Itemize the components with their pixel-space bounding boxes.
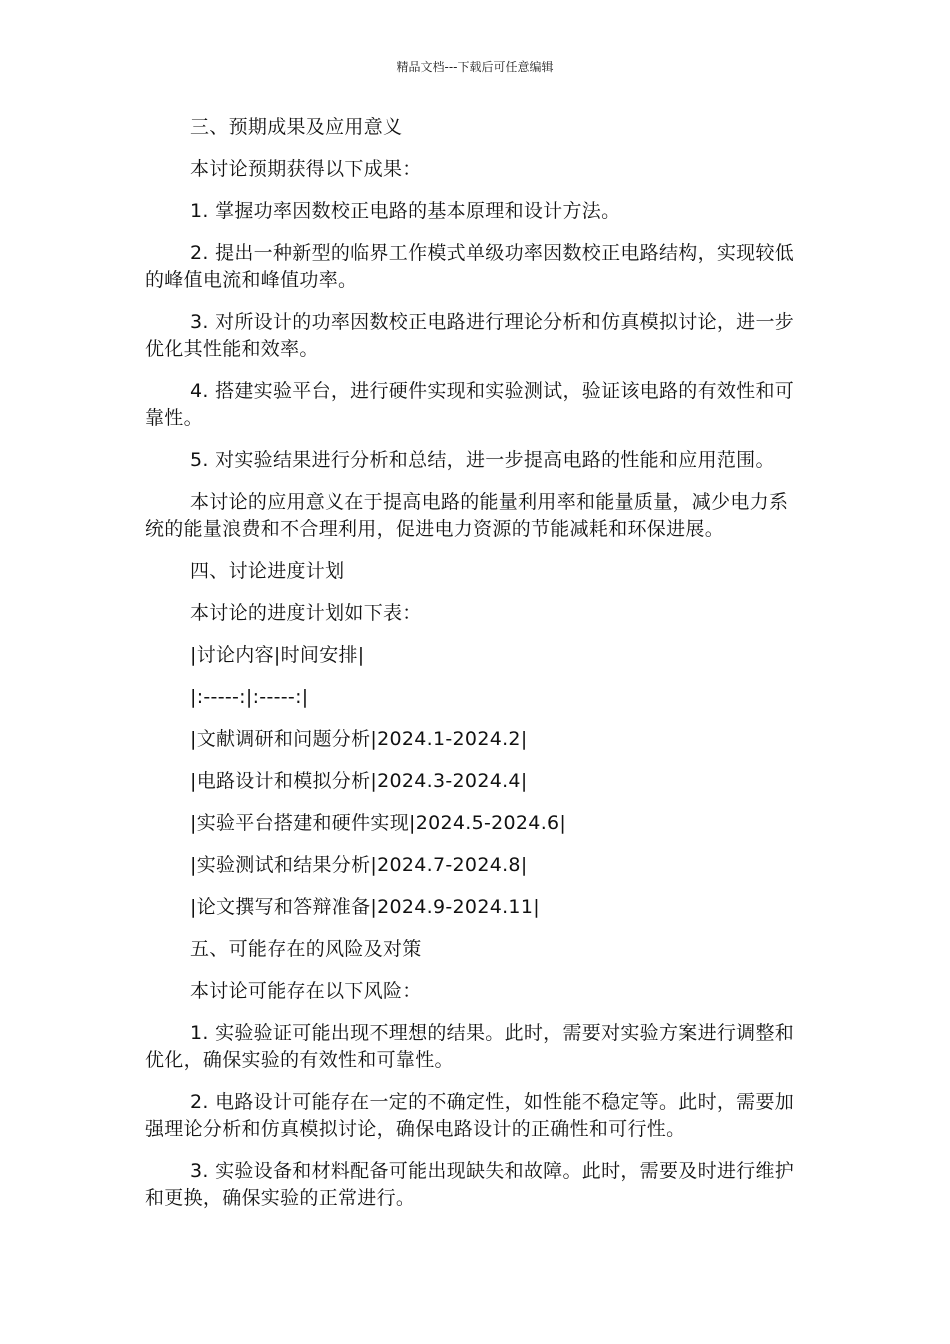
table-text-row: |实验测试和结果分析|2024.7-2024.8| <box>190 854 528 876</box>
list-item: 1. 掌握功率因数校正电路的基本原理和设计方法。 <box>190 200 621 222</box>
list-item: 1. 实验验证可能出现不理想的结果。此时，需要对实验方案进行调整和优化，确保实验的有效性和可靠性。 <box>145 1022 795 1071</box>
table-text-row: |:-----:|:-----:| <box>190 686 309 708</box>
paragraph: 本讨论的应用意义在于提高电路的能量利用率和能量质量，减少电力系统的能量浪费和不合理利用，促进电力资源的节能减耗和环保进展。 <box>145 491 789 540</box>
document-body <box>145 114 800 1227</box>
paragraph: 本讨论可能存在以下风险： <box>190 980 422 1002</box>
table-text-row: |讨论内容|时间安排| <box>190 644 365 666</box>
list-item: 2. 电路设计可能存在一定的不确定性，如性能不稳定等。此时，需要加强理论分析和仿真模拟讨论，确保电路设计的正确性和可行性。 <box>145 1091 795 1140</box>
table-text-row: |电路设计和模拟分析|2024.3-2024.4| <box>190 770 528 792</box>
page-header: 精品文档---下载后可任意编辑 <box>396 60 554 74</box>
list-item: 3. 对所设计的功率因数校正电路进行理论分析和仿真模拟讨论，进一步优化其性能和效率。 <box>145 311 795 360</box>
section-heading-5: 五、可能存在的风险及对策 <box>190 938 422 960</box>
section-heading-4: 四、讨论进度计划 <box>190 560 345 582</box>
paragraph: 本讨论的进度计划如下表： <box>190 602 422 624</box>
list-item: 2. 提出一种新型的临界工作模式单级功率因数校正电路结构，实现较低的峰值电流和峰值功率。 <box>145 242 795 291</box>
table-text-row: |文献调研和问题分析|2024.1-2024.2| <box>190 728 528 750</box>
table-text-row: |论文撰写和答辩准备|2024.9-2024.11| <box>190 896 540 918</box>
list-item: 5. 对实验结果进行分析和总结，进一步提高电路的性能和应用范围。 <box>190 449 775 471</box>
paragraph: 本讨论预期获得以下成果： <box>190 158 422 180</box>
list-item: 3. 实验设备和材料配备可能出现缺失和故障。此时，需要及时进行维护和更换，确保实验的正常进行。 <box>145 1160 795 1209</box>
list-item: 4. 搭建实验平台，进行硬件实现和实验测试，验证该电路的有效性和可靠性。 <box>145 380 795 429</box>
table-text-row: |实验平台搭建和硬件实现|2024.5-2024.6| <box>190 812 567 834</box>
section-heading-3: 三、预期成果及应用意义 <box>190 116 403 138</box>
